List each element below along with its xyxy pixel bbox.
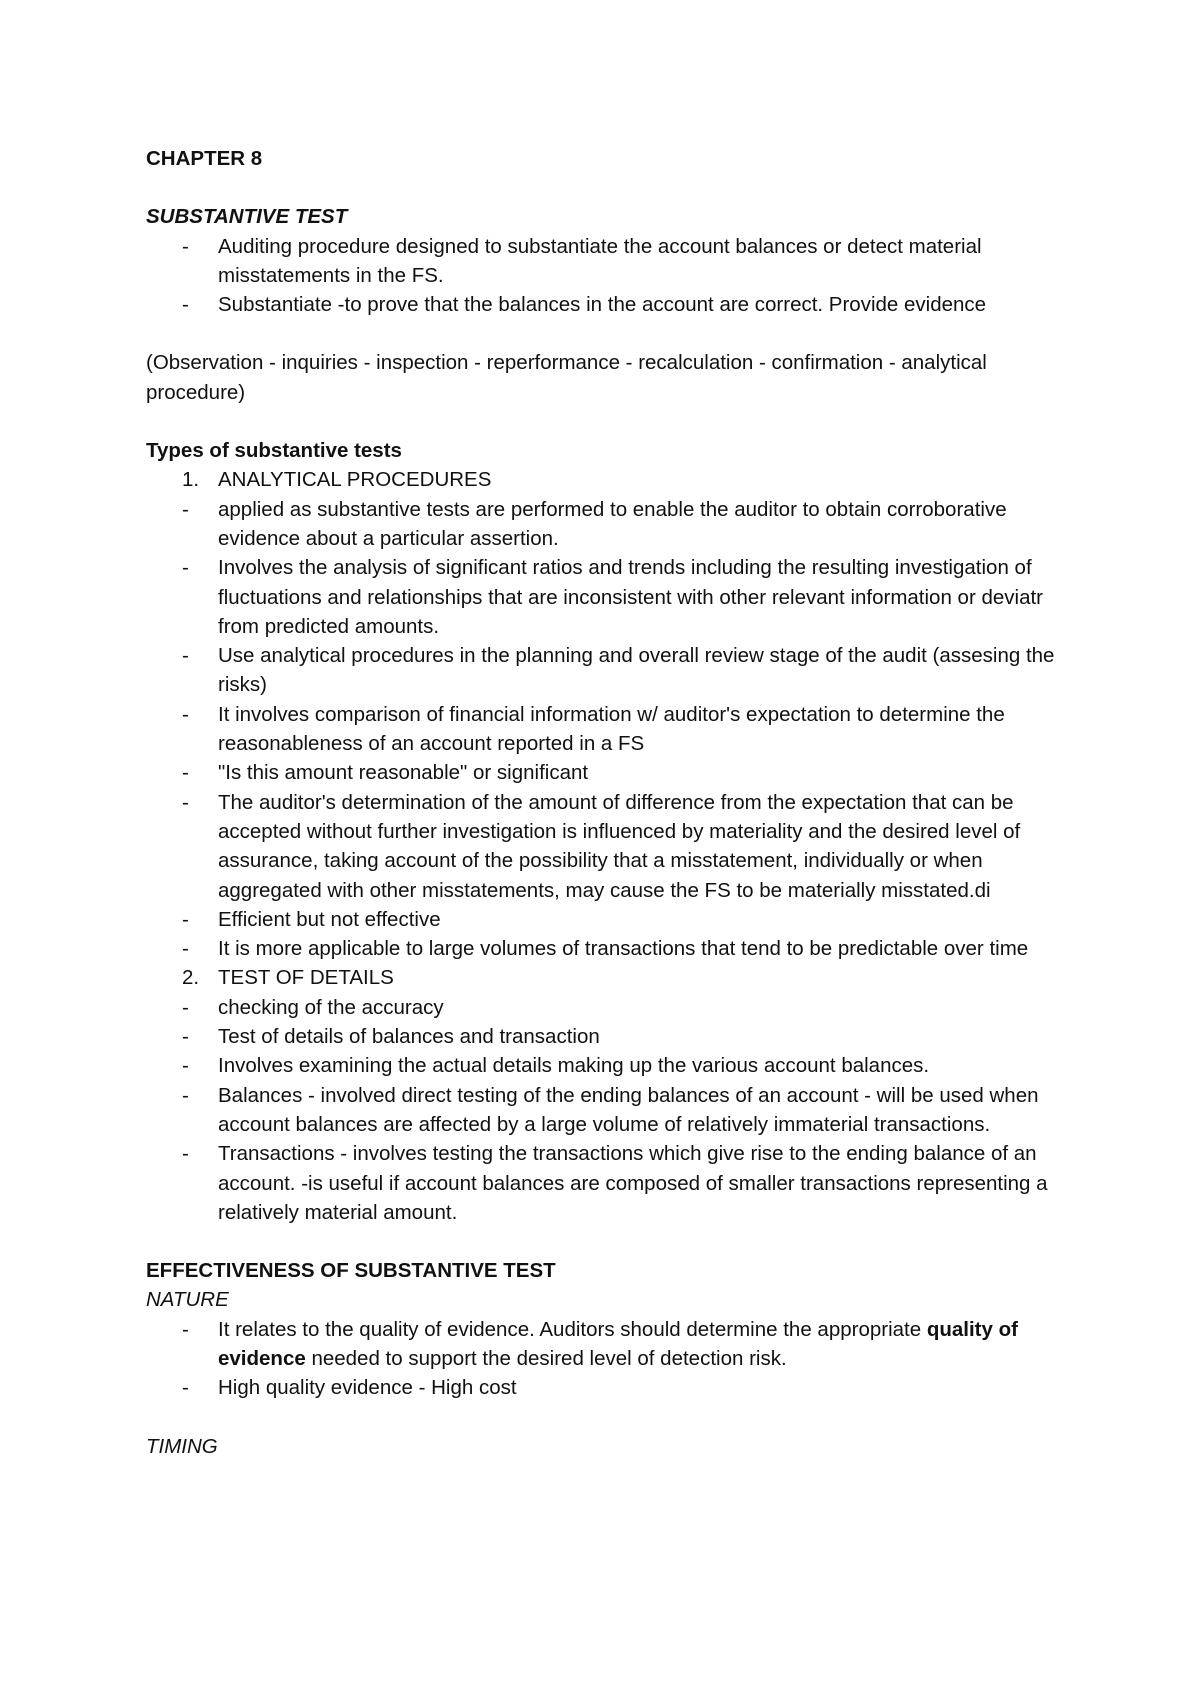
list-item: - Transactions - involves testing the transactions which give rise to the ending balance of an account. -is useful if account balances are composed of smaller transactions representing a relatively material amount. [146,1139,1076,1227]
list-item: - The auditor's determination of the amount of difference from the expectation that can be accepted without further investigation is influenced by materiality and the desired level of assurance, taking account of the possibility that a misstatement, individually or when aggregated with other misstatements, may cause the FS to be materially misstated.di [146,788,1076,905]
timing-label: TIMING [146,1434,218,1458]
bullet-dash: - [182,293,189,317]
bullet-dash: - [182,1025,189,1049]
list-item: - Test of details of balances and transaction [146,1022,1076,1051]
item-number: 1. [182,468,200,492]
numbered-item: 1. ANALYTICAL PROCEDURES [146,465,1076,494]
list-item: - It is more applicable to large volumes of transactions that tend to be predictable over time [146,934,1076,963]
bullet-dash: - [182,1317,189,1341]
chapter-title: CHAPTER 8 [146,147,263,170]
procedures-note: (Observation - inquiries - inspection - reperformance - recalculation - confirmation - analytical procedure) [146,351,987,404]
spacer [146,1227,1076,1256]
spacer [146,319,1076,348]
list-item: - It involves comparison of financial information w/ auditor's expectation to determine the reasonableness of an account reported in a FS [146,700,1076,759]
list-item: - "Is this amount reasonable" or significant [146,758,1076,787]
bullet-dash: - [182,790,189,814]
list-item: - Efficient but not effective [146,905,1076,934]
spacer [146,173,1076,202]
types-heading: Types of substantive tests [146,439,402,463]
item-number: 2. [182,966,200,990]
list-item: - Use analytical procedures in the planning and overall review stage of the audit (assesing the risks) [146,641,1076,700]
bullet-dash: - [182,937,189,961]
spacer [146,1403,1076,1432]
list-item: - It relates to the quality of evidence. Auditors should determine the appropriate quality of evidence needed to support the desired level of detection risk. [146,1315,1076,1374]
list-item: - Auditing procedure designed to substantiate the account balances or detect material misstatements in the FS. [146,232,1076,291]
numbered-item: 2. TEST OF DETAILS [146,963,1076,992]
bullet-dash: - [182,761,189,785]
bullet-dash: - [182,497,189,521]
nature-label: NATURE [146,1288,229,1312]
bullet-dash: - [182,234,189,258]
bullet-dash: - [182,1376,189,1400]
bullet-dash: - [182,1142,189,1166]
spacer [146,407,1076,436]
list-item: - Involves examining the actual details making up the various account balances. [146,1051,1076,1080]
list-item: - High quality evidence - High cost [146,1373,1076,1402]
bullet-dash: - [182,1083,189,1107]
list-item: - checking of the accuracy [146,993,1076,1022]
bullet-dash: - [182,644,189,668]
effectiveness-heading: EFFECTIVENESS OF SUBSTANTIVE TEST [146,1259,556,1283]
list-item: - Balances - involved direct testing of the ending balances of an account - will be used when account balances are affected by a large volume of relatively immaterial transactions. [146,1081,1076,1140]
list-item: - applied as substantive tests are performed to enable the auditor to obtain corroborative evidence about a particular assertion. [146,495,1076,554]
document-content [146,144,1076,1461]
bullet-dash: - [182,995,189,1019]
bullet-dash: - [182,1054,189,1078]
list-item: - Involves the analysis of significant ratios and trends including the resulting investigation of fluctuations and relationships that are inconsistent with other relevant information or deviatr from predicted amounts. [146,553,1076,641]
emphasis-quality-of-evidence: quality of evidence [218,1317,1018,1370]
bullet-dash: - [182,702,189,726]
section-heading-substantive-test: SUBSTANTIVE TEST [146,205,348,229]
bullet-dash: - [182,556,189,580]
list-item: - Substantiate -to prove that the balances in the account are correct. Provide evidence [146,290,1076,319]
bullet-dash: - [182,907,189,931]
